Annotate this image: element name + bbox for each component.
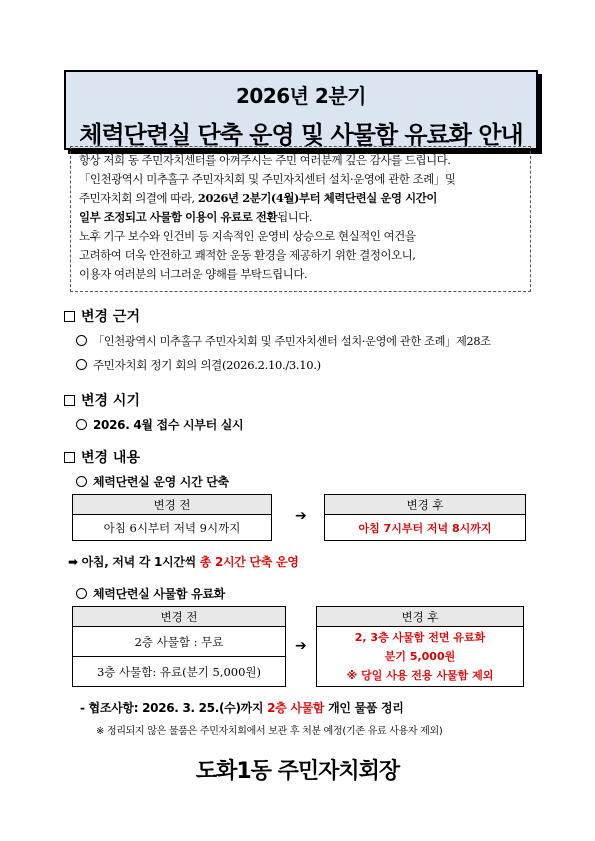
content-sub2-title: 체력단련실 사물함 유료화 — [76, 585, 225, 602]
circle-bullet-icon — [76, 359, 87, 370]
title-box — [64, 70, 538, 150]
hours-before-table — [72, 494, 272, 541]
table-header: 변경 전 — [73, 495, 272, 515]
locker-after-line: 분기 5,000원 — [384, 650, 456, 663]
right-arrow-icon: ➔ — [295, 638, 307, 654]
section-timing-heading: 변경 시기 — [64, 390, 140, 410]
basis-item-ordinance: 「인천광역시 미추홀구 주민자치회 및 주민자치센터 설치·운영에 관한 조례」제28조 — [76, 333, 491, 349]
intro-box — [70, 146, 531, 292]
checkbox-square-icon — [64, 311, 75, 322]
table-cell: 아침 6시부터 저녁 9시까지 — [73, 515, 272, 541]
hours-note: ➡ 아침, 저녁 각 1시간씩 총 2시간 단축 운영 — [68, 555, 299, 569]
locker-after-line: ※ 당일 사용 전용 사물함 제외 — [346, 669, 494, 682]
intro-line: 주민자치회 의결에 따라, 2026년 2분기(4월)부터 체력단련실 운영 시간이 — [79, 191, 437, 205]
title-year: 2026년 2분기 — [235, 84, 366, 108]
organization-signature: 도화1동 주민자치회장 — [195, 759, 400, 784]
table-header: 변경 후 — [325, 495, 526, 515]
right-arrow-icon: ➔ — [295, 508, 307, 524]
section-content-heading: 변경 내용 — [64, 447, 140, 467]
table-cell: 2층 사물함 : 무료 — [73, 627, 286, 657]
intro-line: 노후 기구 보수와 인건비 등 지속적인 운영비 상승으로 현실적인 여건을 — [79, 229, 416, 243]
table-header: 변경 후 — [317, 607, 524, 627]
locker-after-table — [316, 606, 524, 687]
locker-after-line: 2, 3층 사물함 전면 유료화 — [354, 631, 486, 644]
intro-line: 항상 저희 동 주민자치센터를 아껴주시는 주민 여러분께 깊은 감사를 드립니다. — [79, 153, 451, 167]
checkbox-square-icon — [64, 452, 75, 463]
locker-before-table — [72, 606, 286, 687]
intro-line: 일부 조정되고 사물함 이용이 유료로 전환됩니다. — [79, 210, 313, 224]
checkbox-square-icon — [64, 395, 75, 406]
basis-item-resolution: 주민자치회 정기 회의 의결(2026.2.10./3.10.) — [76, 357, 321, 373]
circle-bullet-icon — [76, 335, 87, 346]
table-cell: 3층 사물함: 유료(분기 5,000원) — [73, 657, 286, 687]
cooperation-note: - 협조사항: 2026. 3. 25.(수)까지 2층 사물함 개인 물품 정리 — [80, 701, 404, 715]
table-cell: 아침 7시부터 저녁 8시까지 — [325, 515, 526, 541]
title-main: 체력단련실 단축 운영 및 사물함 유료화 안내 — [79, 121, 523, 149]
intro-line: 「인천광역시 미추홀구 주민자치회 및 주민자치센터 설치·운영에 관한 조례」및 — [79, 172, 456, 186]
table-cell — [317, 627, 524, 687]
table-header: 변경 전 — [73, 607, 286, 627]
section-basis-heading: 변경 근거 — [64, 306, 140, 326]
intro-line: 고려하여 더욱 안전하고 쾌적한 운동 환경을 제공하기 위한 결정이오니, — [79, 248, 416, 262]
circle-bullet-icon — [76, 476, 87, 487]
intro-line: 이용자 여러분의 너그러운 양해를 부탁드립니다. — [79, 267, 308, 281]
hours-after-table — [324, 494, 526, 541]
circle-bullet-icon — [76, 419, 87, 430]
content-sub1-title: 체력단련실 운영 시간 단축 — [76, 473, 229, 490]
cooperation-footnote: ※ 정리되지 않은 물품은 주민자치회에서 보관 후 처분 예정(기존 유료 사용자 제외) — [96, 726, 443, 737]
circle-bullet-icon — [76, 588, 87, 599]
timing-item: 2026. 4월 접수 시부터 실시 — [76, 416, 243, 433]
